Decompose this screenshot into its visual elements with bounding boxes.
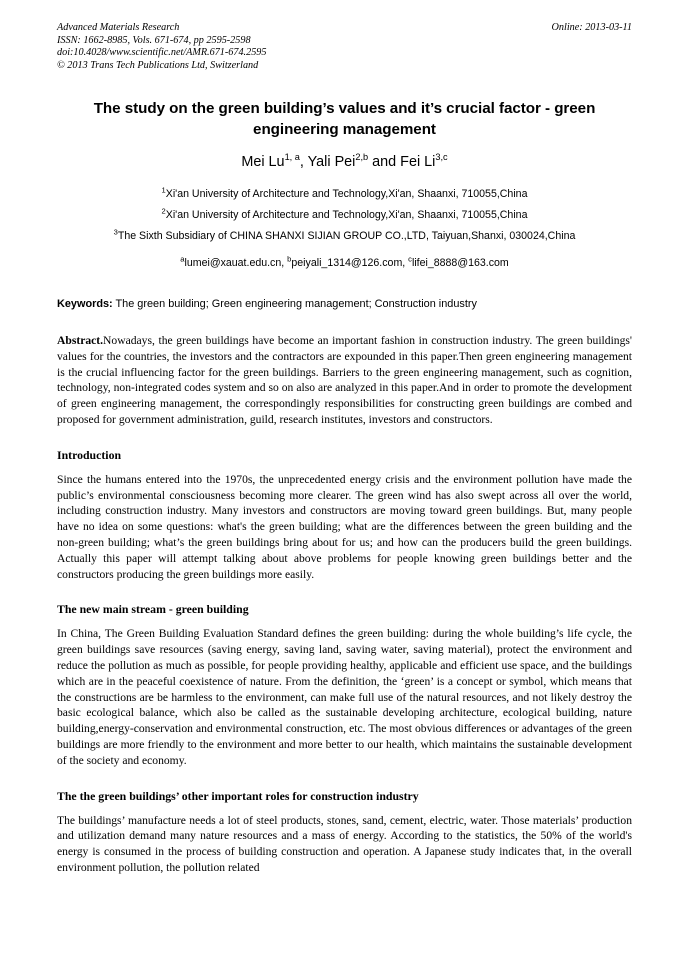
abstract-block — [57, 333, 632, 428]
journal-name: Advanced Materials Research — [57, 22, 180, 33]
author-affiliation-marker: 2,b — [355, 152, 369, 163]
journal-doi-line: doi:10.4028/www.scientific.net/AMR.671-674.2595 — [57, 47, 267, 59]
keywords-label: Keywords: — [57, 298, 113, 310]
section-introduction — [57, 447, 632, 583]
section-other-important-roles — [57, 788, 632, 876]
author-affiliation-marker: 1, a — [284, 152, 300, 163]
keywords-line — [57, 297, 632, 312]
affiliation-text: Xi'an University of Architecture and Technology,Xi'an, Shaanxi, 710055,China — [165, 209, 528, 221]
page-title: The study on the green building’s values and it’s crucial factor - green engineering management — [93, 100, 596, 138]
author-email-list — [57, 255, 632, 271]
abstract-label: Abstract. — [57, 334, 104, 347]
author-separator: , — [299, 154, 308, 170]
section-heading: The new main stream - green building — [57, 602, 249, 617]
author-list — [57, 153, 632, 171]
section-paragraph: In China, The Green Building Evaluation Standard defines the green building: during the whole building’s life cycle, the green buildings save resources (saving energy, saving land, saving water, saving material), protect the environment and reduce the pollution as much as possible, for people providing healthy, applicable and efficient use space, and the buildings which are in the peaceful coexistence of nature. From the definition, the ‘green’ is a concept or symbol, which means that the constructions are be harmless to the environment, can make full use of the natural resources, and not likely destroy the basic ecological balance, which also be called as the sustainable developing architecture, ecological building, nature building,energy-conservation and environmental construction, etc. The most obvious differences or advantages of the green buildings are more friendly to the environment and more better to our health, which maintains the sustainable development of the society and economy. — [57, 627, 632, 767]
email-marker: c — [408, 254, 412, 264]
journal-header — [57, 22, 632, 76]
author-name: Mei Lu — [241, 154, 285, 170]
affiliation-item — [57, 184, 632, 205]
section-paragraph: Since the humans entered into the 1970s, the unprecedented energy crisis and the environment pollution have made the public’s environmental consciousness becoming more clearer. The green wind has also swept across all over the world, including construction industry. Many investors and constructors are moving toward green buildings. But, many people have no idea on some questions: what's the green building; what are the differences between the green building and the non-green building; what’s the green buildings bring about for us; and how can the producers build the green buildings. Actually this paper will attempt talking about above problems for people knowing green buildings better and the constructors producing the green buildings more easily. — [57, 472, 632, 581]
affiliation-item — [57, 205, 632, 226]
email-address[interactable]: peiyali_1314@126.com, — [291, 257, 406, 269]
abstract-text: Nowadays, the green buildings have become an important fashion in construction industry. The green buildings' values for the countries, the investors and the contractors are expounded in this paper.Then green engineering management is the crucial influencing factor for the green buildings. Barriers to the green engineering management, such as cognition, technology, non-integrated codes system and so on also are analyzed in this paper.And in order to promote the development of green engineering management, the correspondingly responsibilities for constructing green buildings are combed and proposed for government administration, guild, research institutes, investors and constructors. — [57, 334, 632, 426]
affiliation-marker: 1 — [161, 185, 166, 195]
affiliation-marker: 3 — [113, 227, 118, 237]
journal-copyright-line: © 2013 Trans Tech Publications Ltd, Switzerland — [57, 59, 259, 71]
section-paragraph: The buildings’ manufacture needs a lot of steel products, stones, sand, cement, electric, water. Those materials’ production and utilization demand many nature resources and a mass of energy. According to the statistics, the 50% of the world's energy is consumed in the process of building construction and operation. A Japanese study indicates that, in the overall environment pollution, the pollution related — [57, 813, 632, 874]
affiliation-marker: 2 — [161, 206, 166, 216]
online-publication-date: Online: 2013-03-11 — [551, 22, 632, 33]
email-marker: a — [180, 254, 185, 264]
affiliation-list — [57, 184, 632, 247]
journal-issn-line: ISSN: 1662-8985, Vols. 671-674, pp 2595-2598 — [57, 34, 251, 46]
section-heading: The the green buildings’ other important roles for construction industry — [57, 788, 419, 803]
author-name: Yali Pei — [307, 154, 356, 170]
email-marker: b — [287, 254, 292, 264]
keywords-text: The green building; Green engineering management; Construction industry — [112, 298, 477, 310]
affiliation-item — [57, 226, 632, 247]
section-heading: Introduction — [57, 447, 122, 462]
section-new-main-stream — [57, 601, 632, 768]
affiliation-text: Xi'an University of Architecture and Technology,Xi'an, Shaanxi, 710055,China — [165, 188, 528, 200]
author-affiliation-marker: 3,c — [435, 152, 448, 163]
paper-body — [57, 297, 632, 876]
affiliation-text: The Sixth Subsidiary of CHINA SHANXI SIJIAN GROUP CO.,LTD, Taiyuan,Shanxi, 030024,China — [117, 230, 576, 242]
email-address[interactable]: lumei@xauat.edu.cn, — [184, 257, 285, 269]
author-name: Fei Li — [400, 154, 436, 170]
author-conjunction: and — [368, 154, 401, 170]
email-address[interactable]: lifei_8888@163.com — [411, 257, 509, 269]
